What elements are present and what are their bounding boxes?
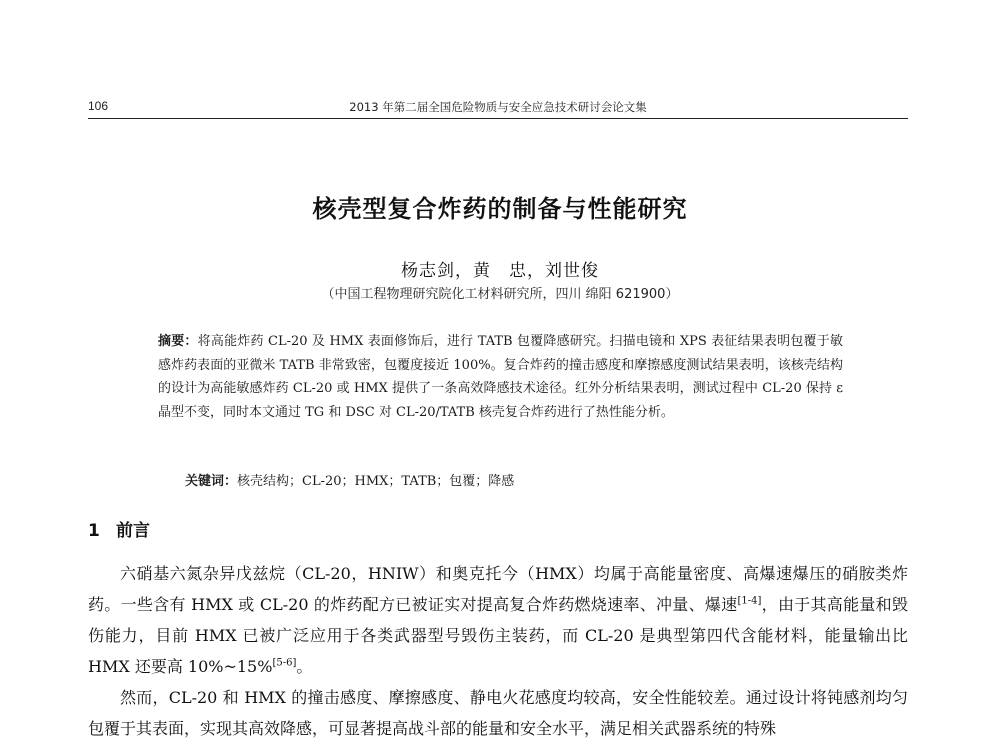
keywords <box>185 470 845 489</box>
paragraph-text: ，由于其高能量和毁伤能力，目前 HMX 已被广泛应用于各类武器型号毁伤主装药，而 CL-20 是典型第四代含能材料，能量输出比 HMX 还要高 10%~15% <box>88 595 908 676</box>
section-heading <box>88 516 150 541</box>
keywords-label: 关键词： <box>185 474 238 489</box>
paragraph-text: 然而，CL-20 和 HMX 的撞击感度、摩擦感度、静电火花感度均较高，安全性能较差。通过设计将钝感剂均匀包覆于其表面，实现其高效降感，可显著提高战斗部的能量和安全水平，满足相关武器系统的特殊 <box>88 688 908 738</box>
section-title: 前言 <box>116 521 150 541</box>
header-divider <box>88 118 908 119</box>
paragraph-text: 。 <box>296 657 313 676</box>
paper-title: 核壳型复合炸药的制备与性能研究 <box>312 195 688 223</box>
affiliation: （中国工程物理研究院化工材料研究所，四川 绵阳 621900） <box>321 287 679 302</box>
body-text <box>88 558 908 744</box>
citation-ref[interactable]: [1-4] <box>737 595 762 607</box>
paragraph <box>88 558 908 682</box>
abstract <box>158 330 843 424</box>
citation-ref[interactable]: [5-6] <box>272 657 297 669</box>
running-title: 2013 年第二届全国危险物质与安全应急技术研讨会论文集 <box>349 100 647 114</box>
author-list: 杨志剑，黄 忠，刘世俊 <box>401 261 599 281</box>
paragraph-text: 六硝基六氮杂异戊兹烷（CL-20，HNIW）和奥克托今（HMX）均属于高能量密度、高爆速爆压的硝胺类炸药。一些含有 HMX 或 CL-20 的炸药配方已被证实对提高复合炸药燃烧速率、冲量、爆速 <box>88 564 908 614</box>
abstract-label: 摘要： <box>158 334 198 349</box>
keywords-text: 核壳结构；CL-20；HMX；TATB；包覆；降感 <box>237 474 515 489</box>
page-header <box>88 96 908 118</box>
abstract-text: 将高能炸药 CL-20 及 HMX 表面修饰后，进行 TATB 包覆降感研究。扫描电镜和 XPS 表征结果表明包覆于敏感炸药表面的亚微米 TATB 非常致密，包覆度接近 100%。复合炸药的撞击感度和摩擦感度测试结果表明，该核壳结构的设计为高能敏感炸药 CL-20 或 HMX 提供了一条高效降感技术途径。红外分析结果表明，测试过程中 CL-20 保持 ε 晶型不变，同时本文通过 TG 和 DSC 对 CL-20/TATB 核壳复合炸药进行了热性能分析。 <box>158 334 843 420</box>
section-number: 1 <box>88 521 100 541</box>
page-number: 106 <box>88 99 109 113</box>
